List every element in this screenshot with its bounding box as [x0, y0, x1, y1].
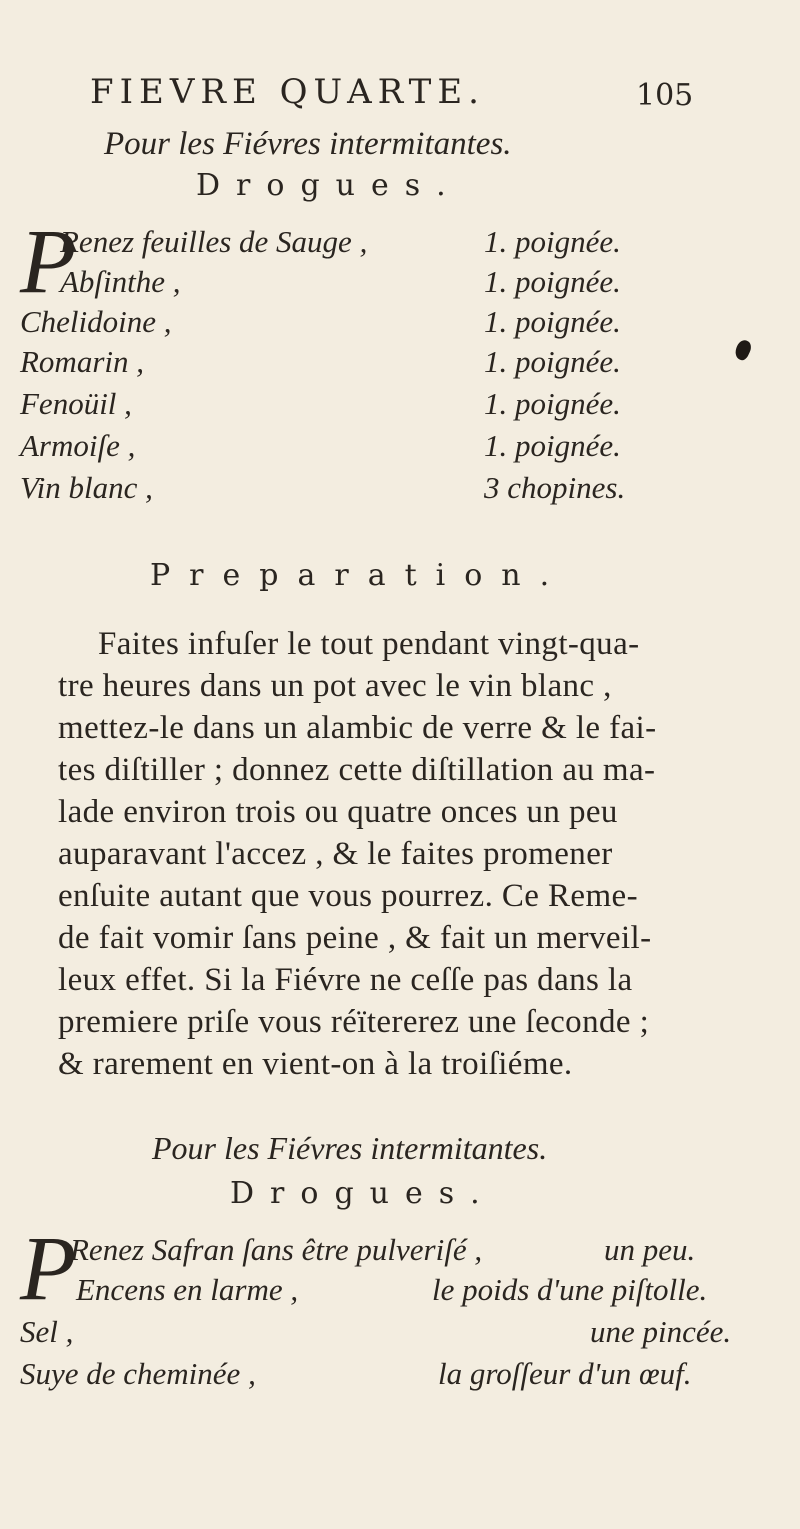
ingredient-quantity: la groſſeur d'un œuf. [438, 1356, 692, 1391]
ingredient-quantity: un peu. [604, 1232, 696, 1267]
preparation-line: de fait vomir ſans peine , & fait un merveil- [58, 920, 652, 956]
ingredient-name: Renez Safran ſans être pulveriſé , [70, 1232, 483, 1267]
ingredient-quantity: 3 chopines. [484, 470, 626, 505]
preparation-line: enſuite autant que vous pourrez. Ce Reme- [58, 878, 638, 914]
ingredient-quantity: 1. poignée. [484, 428, 621, 463]
ingredient-name: Encens en larme , [76, 1272, 299, 1307]
drop-cap: P [20, 1217, 77, 1319]
ingredient-quantity: le poids d'une piſtolle. [432, 1272, 708, 1307]
ingredient-quantity: une pincée. [590, 1314, 732, 1349]
preparation-line: Faites infuſer le tout pendant vingt-qua- [98, 626, 640, 662]
preparation-line: premiere priſe vous réïtererez une ſeconde ; [58, 1004, 650, 1040]
ingredient-name: Chelidoine , [20, 304, 172, 339]
preparation-line: tre heures dans un pot avec le vin blanc , [58, 668, 612, 704]
ingredient-quantity: 1. poignée. [484, 304, 621, 339]
drop-cap: P [20, 210, 77, 312]
ingredient-name: Romarin , [20, 344, 144, 379]
ink-blot-ornament [732, 338, 753, 362]
running-head: FIEVRE QUARTE. [90, 72, 485, 112]
preparation-line: tes diſtiller ; donnez cette diſtillation au ma- [58, 752, 656, 788]
preparation-line: auparavant l'accez , & le faites promener [58, 836, 613, 872]
drogues-heading: Drogues. [196, 168, 462, 203]
section-title: Pour les Fiévres intermitantes. [152, 1130, 548, 1166]
ingredient-name: Armoiſe , [20, 428, 136, 463]
ingredient-name: Fenoüil , [20, 386, 132, 421]
preparation-line: lade environ trois ou quatre onces un peu [58, 794, 618, 830]
ingredient-name: Vin blanc , [20, 470, 153, 505]
ingredient-quantity: 1. poignée. [484, 264, 621, 299]
ingredient-name: Sel , [20, 1314, 74, 1349]
ingredient-quantity: 1. poignée. [484, 386, 621, 421]
ingredient-quantity: 1. poignée. [484, 344, 621, 379]
preparation-line: mettez-le dans un alambic de verre & le fai- [58, 710, 657, 746]
drogues-heading: Drogues. [230, 1176, 496, 1211]
preparation-line: leux effet. Si la Fiévre ne ceſſe pas dans la [58, 962, 633, 998]
page-number: 105 [636, 78, 694, 113]
ingredient-name: Abſinthe , [60, 264, 181, 299]
ingredient-name: Suye de cheminée , [20, 1356, 256, 1391]
preparation-line: & rarement en vient-on à la troiſiéme. [58, 1046, 573, 1082]
preparation-heading: Preparation. [150, 558, 569, 593]
ingredient-quantity: 1. poignée. [484, 224, 621, 259]
ingredient-name: Renez feuilles de Sauge , [60, 224, 368, 259]
section-title: Pour les Fiévres intermitantes. [104, 126, 512, 162]
